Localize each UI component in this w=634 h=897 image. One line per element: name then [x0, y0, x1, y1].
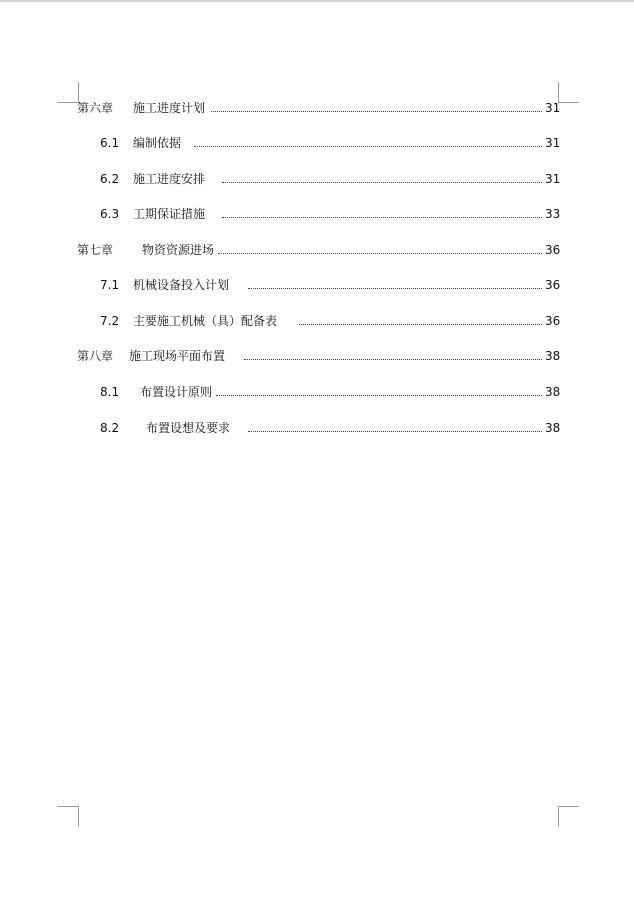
- toc-entry-page: 36: [545, 278, 561, 292]
- toc-entry-7-1[interactable]: [0, 277, 560, 293]
- toc-entry-number: 8.1: [100, 385, 120, 399]
- toc-dot-leader: [211, 111, 542, 112]
- toc-entry-chapter-6[interactable]: [0, 100, 560, 116]
- crop-mark-bottom-right: [558, 806, 579, 827]
- toc-entry-number: 6.3: [100, 207, 120, 221]
- toc-entry-title: 主要施工机械（具）配备表: [133, 314, 278, 328]
- toc-entry-number: 7.2: [100, 314, 120, 328]
- toc-entry-page: 36: [545, 314, 561, 328]
- toc-entry-title: 施工进度安排: [133, 172, 206, 186]
- toc-entry-6-2[interactable]: [0, 171, 560, 187]
- toc-entry-page: 31: [545, 101, 561, 115]
- toc-dot-leader: [299, 324, 542, 325]
- toc-entry-page: 38: [545, 421, 561, 435]
- toc-entry-page: 31: [545, 172, 561, 186]
- toc-entry-page: 31: [545, 136, 561, 150]
- toc-entry-title: 布置设想及要求: [146, 421, 231, 435]
- toc-entry-number: 第七章: [77, 243, 114, 257]
- toc-dot-leader: [248, 431, 542, 432]
- toc-entry-number: 8.2: [100, 421, 120, 435]
- toc-entry-6-1[interactable]: [0, 135, 560, 151]
- toc-entry-number: 7.1: [100, 278, 120, 292]
- toc-dot-leader: [216, 395, 542, 396]
- crop-mark-top-right: [558, 82, 579, 103]
- toc-dot-leader: [222, 182, 542, 183]
- toc-entry-title: 施工进度计划: [133, 101, 206, 115]
- toc-entry-title: 工期保证措施: [133, 207, 206, 221]
- toc-entry-title: 物资资源进场: [142, 243, 215, 257]
- toc-entry-page: 33: [545, 207, 561, 221]
- toc-dot-leader: [244, 359, 542, 360]
- toc-entry-8-1[interactable]: [0, 384, 560, 400]
- toc-entry-8-2[interactable]: [0, 420, 560, 436]
- toc-entry-title: 编制依据: [133, 136, 182, 150]
- toc-dot-leader: [222, 217, 542, 218]
- toc-entry-number: 6.1: [100, 136, 120, 150]
- toc-entry-number: 第六章: [77, 101, 114, 115]
- toc-entry-page: 36: [545, 243, 561, 257]
- toc-entry-number: 第八章: [77, 349, 114, 363]
- toc-entry-page: 38: [545, 385, 561, 399]
- toc-entry-chapter-8[interactable]: [0, 348, 560, 364]
- toc-dot-leader: [248, 288, 542, 289]
- toc-entry-7-2[interactable]: [0, 313, 560, 329]
- toc-dot-leader: [218, 253, 542, 254]
- toc-entry-title: 施工现场平面布置: [129, 349, 226, 363]
- toc-dot-leader: [194, 146, 542, 147]
- crop-mark-bottom-left: [58, 806, 79, 827]
- toc-entry-number: 6.2: [100, 172, 120, 186]
- toc-entry-title: 布置设计原则: [140, 385, 213, 399]
- toc-entry-page: 38: [545, 349, 561, 363]
- toc-entry-title: 机械设备投入计划: [133, 278, 230, 292]
- toc-entry-6-3[interactable]: [0, 206, 560, 222]
- toc-entry-chapter-7[interactable]: [0, 242, 560, 258]
